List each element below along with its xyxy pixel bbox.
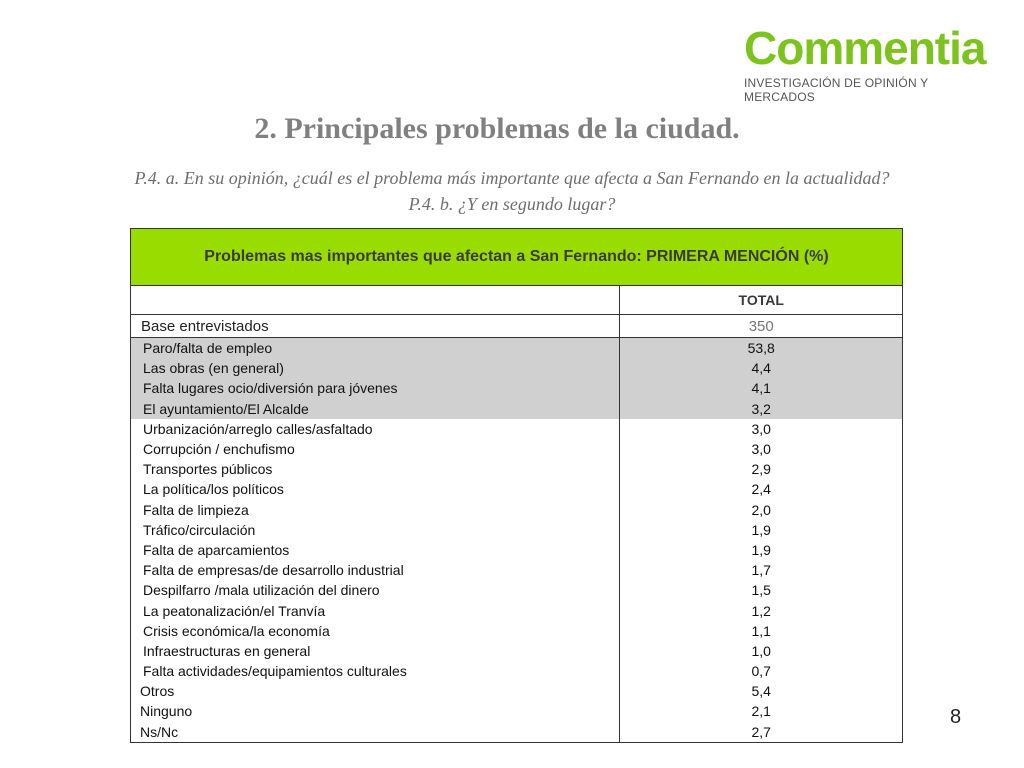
table-row — [131, 500, 903, 520]
page-number: 8 — [950, 706, 962, 728]
row-value: 4,1 — [620, 378, 903, 398]
column-header-total: TOTAL — [620, 286, 903, 315]
table-row — [131, 399, 903, 419]
row-value: 1,5 — [620, 580, 903, 600]
column-header-empty — [131, 286, 620, 315]
row-label: Despilfarro /mala utilización del dinero — [131, 580, 620, 600]
table-row — [131, 459, 903, 479]
table-row — [131, 479, 903, 499]
row-label: Urbanización/arreglo calles/asfaltado — [131, 419, 620, 439]
row-value: 2,9 — [620, 459, 903, 479]
row-label: El ayuntamiento/El Alcalde — [131, 399, 620, 419]
row-label: La peatonalización/el Tranvía — [131, 600, 620, 620]
question-b: P.4. b. ¿Y en segundo lugar? — [408, 194, 616, 214]
row-label: Infraestructuras en general — [131, 641, 620, 661]
row-value: 5,4 — [620, 681, 903, 701]
page-title: 2. Principales problemas de la ciudad. — [254, 112, 740, 145]
table-row — [131, 701, 903, 721]
row-label: Crisis económica/la economía — [131, 621, 620, 641]
row-value: 53,8 — [620, 338, 903, 359]
table-row — [131, 338, 903, 359]
base-value: 350 — [620, 315, 903, 338]
row-label: Ns/Nc — [131, 722, 620, 743]
row-value: 2,1 — [620, 701, 903, 721]
table-row — [131, 600, 903, 620]
table-row — [131, 641, 903, 661]
row-value: 2,7 — [620, 722, 903, 743]
row-value: 3,0 — [620, 419, 903, 439]
table-row — [131, 621, 903, 641]
commentia-logo — [744, 22, 1002, 104]
table-row — [131, 419, 903, 439]
row-label: Falta de empresas/de desarrollo industrial — [131, 560, 620, 580]
row-value: 1,9 — [620, 540, 903, 560]
row-label: Corrupción / enchufismo — [131, 439, 620, 459]
row-value: 0,7 — [620, 661, 903, 681]
row-label: Falta de limpieza — [131, 500, 620, 520]
table-row — [131, 560, 903, 580]
table-row — [131, 580, 903, 600]
row-label: Falta actividades/equipamientos culturales — [131, 661, 620, 681]
row-label: Tráfico/circulación — [131, 520, 620, 540]
row-label: Ninguno — [131, 701, 620, 721]
row-label: Falta lugares ocio/diversión para jóvenes — [131, 378, 620, 398]
table-row — [131, 661, 903, 681]
base-label: Base entrevistados — [131, 315, 620, 338]
table-row — [131, 520, 903, 540]
row-label: La política/los políticos — [131, 479, 620, 499]
row-label: Transportes públicos — [131, 459, 620, 479]
problems-table — [130, 228, 903, 743]
row-label: Falta de aparcamientos — [131, 540, 620, 560]
row-label: Las obras (en general) — [131, 358, 620, 378]
row-label: Paro/falta de empleo — [131, 338, 620, 359]
question-a: P.4. a. En su opinión, ¿cuál es el problema más importante que afecta a San Fernando en la actualidad? — [134, 168, 890, 188]
row-value: 3,0 — [620, 439, 903, 459]
row-label: Otros — [131, 681, 620, 701]
row-value: 3,2 — [620, 399, 903, 419]
table-row — [131, 378, 903, 398]
row-value: 2,0 — [620, 500, 903, 520]
table-row — [131, 722, 903, 743]
row-value: 4,4 — [620, 358, 903, 378]
row-value: 1,1 — [620, 621, 903, 641]
logo-tagline: INVESTIGACIÓN DE OPINIÓN Y MERCADOS — [744, 76, 929, 104]
row-value: 2,4 — [620, 479, 903, 499]
table-row — [131, 540, 903, 560]
logo-wordmark: Commentia — [744, 22, 986, 74]
table-row — [131, 681, 903, 701]
table-row — [131, 358, 903, 378]
row-value: 1,0 — [620, 641, 903, 661]
row-value: 1,2 — [620, 600, 903, 620]
table-row — [131, 439, 903, 459]
row-value: 1,9 — [620, 520, 903, 540]
row-value: 1,7 — [620, 560, 903, 580]
table-header: Problemas mas importantes que afectan a San Fernando: PRIMERA MENCIÓN (%) — [131, 229, 903, 286]
